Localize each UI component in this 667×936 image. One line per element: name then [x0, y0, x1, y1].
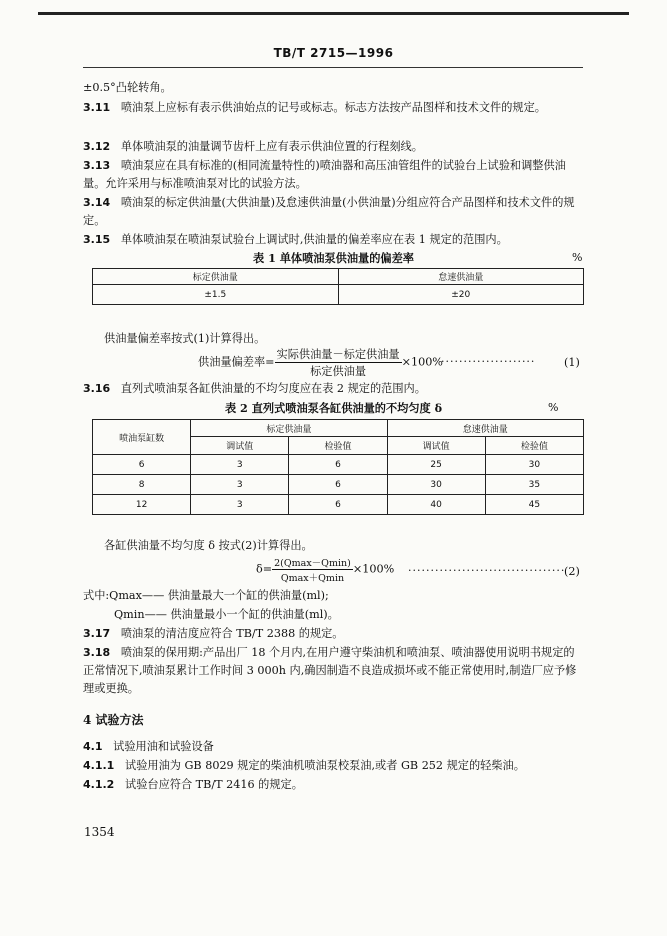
table-cell: 30 — [485, 455, 583, 475]
eq1-numerator: 实际供油量－标定供油量 — [276, 348, 400, 361]
paragraph-angle: ±0.5°凸轮转角。 — [83, 81, 172, 94]
table-cell: 3 — [191, 495, 289, 515]
equation-1 — [198, 346, 443, 379]
eq1-denominator: 标定供油量 — [310, 365, 367, 378]
clause-3-12 — [83, 138, 583, 156]
clause-text: 喷油泵的保用期:产品出厂 18 个月内,在用户遵守柴油机和喷油泵、喷油器使用说明书规定的正常情况下,喷油泵累计工作时间 3 000h 内,确因制造不良造成损坏或不能正常使用时,制造厂应予修理或更换。 — [83, 646, 577, 695]
table-row — [93, 455, 584, 475]
table1-cell-idle: ±20 — [338, 285, 584, 305]
clause-3-18 — [83, 644, 583, 698]
paragraph-eq1-intro: 供油量偏差率按式(1)计算得出。 — [104, 332, 266, 345]
eq2-tail: ×100% — [352, 562, 395, 576]
table-cell: 6 — [289, 455, 387, 475]
clause-3-11 — [83, 99, 583, 117]
clause-number: 3.13 — [83, 159, 111, 172]
symbol-qmin-definition: Qmin—— 供油量最小一个缸的供油量(ml)。 — [114, 608, 339, 621]
eq2-denominator: Qmax＋Qmin — [280, 573, 345, 584]
eq2-numerator: 2(Qmax－Qmin) — [272, 555, 353, 570]
table-row — [93, 475, 584, 495]
table-cell: 6 — [289, 495, 387, 515]
table2 — [92, 419, 584, 515]
clause-3-17 — [83, 625, 583, 643]
standard-code-header: TB/T 2715—1996 — [273, 46, 394, 60]
clause-number: 4.1.1 — [83, 759, 115, 772]
eq2-leader-dots: ··································· — [408, 564, 566, 577]
clause-3-16 — [83, 380, 583, 398]
clause-text: 单体喷油泵的油量调节齿杆上应有表示供油位置的行程刻线。 — [120, 140, 423, 153]
eq1-fraction — [275, 346, 402, 379]
clause-text: 单体喷油泵在喷油泵试验台上调试时,供油量的偏差率应在表 1 规定的范围内。 — [120, 233, 508, 246]
table2-caption: 表 2 直列式喷油泵各缸供油量的不均匀度 δ — [224, 401, 443, 415]
clause-text: 试验用油和试验设备 — [113, 740, 214, 753]
clause-number: 3.14 — [83, 196, 111, 209]
table2-header-cylinders: 喷油泵缸数 — [93, 420, 191, 455]
table1-cell-rated: ±1.5 — [93, 285, 339, 305]
clause-number: 3.18 — [83, 646, 111, 659]
page-number: 1354 — [84, 825, 115, 839]
table-cell: 25 — [387, 455, 485, 475]
table-row — [93, 495, 584, 515]
clause-number: 3.17 — [83, 627, 111, 640]
table1-caption: 表 1 单体喷油泵供油量的偏差率 — [252, 251, 414, 265]
eq1-leader-dots: ····················· — [441, 355, 536, 368]
top-rule — [38, 12, 629, 15]
clause-text: 喷油泵的清洁度应符合 TB/T 2388 的规定。 — [120, 627, 344, 640]
table-cell: 35 — [485, 475, 583, 495]
clause-text: 喷油泵应在具有标准的(相同流量特性的)喷油器和高压油管组件的试验台上试验和调整供油量。允许采用与标准喷油泵对比的试验方法。 — [83, 159, 566, 190]
table-cell: 6 — [93, 455, 191, 475]
table-cell: 30 — [387, 475, 485, 495]
symbol-qmax-definition: 式中:Qmax—— 供油量最大一个缸的供油量(ml); — [83, 589, 329, 602]
clause-4-1 — [83, 738, 583, 756]
clause-number: 3.12 — [83, 140, 111, 153]
paragraph-eq2-intro: 各缸供油量不均匀度 δ 按式(2)计算得出。 — [104, 539, 313, 552]
clause-number: 3.15 — [83, 233, 111, 246]
table-cell: 12 — [93, 495, 191, 515]
table-cell: 8 — [93, 475, 191, 495]
clause-text: 试验台应符合 TB/T 2416 的规定。 — [125, 778, 303, 791]
table2-subheader: 检验值 — [289, 437, 387, 455]
clause-number: 3.11 — [83, 101, 111, 114]
eq2-fraction — [272, 555, 353, 584]
clause-number: 4.1.2 — [83, 778, 115, 791]
clause-3-13 — [83, 157, 583, 193]
clause-text: 直列式喷油泵各缸供油量的不均匀度应在表 2 规定的范围内。 — [120, 382, 426, 395]
header-rule — [83, 67, 583, 68]
table2-header-rated: 标定供油量 — [191, 420, 387, 437]
table1-header-rated: 标定供油量 — [93, 269, 339, 285]
table1-header-idle: 怠速供油量 — [338, 269, 584, 285]
table1-unit: % — [572, 251, 583, 264]
eq2-label: (2) — [564, 565, 580, 578]
eq1-label: (1) — [564, 356, 580, 369]
eq1-lhs: 供油量偏差率= — [198, 355, 275, 369]
clause-number: 3.16 — [83, 382, 111, 395]
section-4-heading: 4 试验方法 — [83, 713, 144, 727]
clause-number: 4.1 — [83, 740, 103, 753]
clause-4-1-1 — [83, 757, 583, 775]
table-cell: 6 — [289, 475, 387, 495]
eq2-lhs: δ= — [256, 562, 273, 576]
table1 — [92, 268, 584, 305]
clause-text: 喷油泵上应标有表示供油始点的记号或标志。标志方法按产品图样和技术文件的规定。 — [120, 101, 546, 114]
clause-4-1-2 — [83, 776, 583, 794]
table-cell: 3 — [191, 475, 289, 495]
clause-3-14 — [83, 194, 583, 230]
table-cell: 45 — [485, 495, 583, 515]
table-cell: 40 — [387, 495, 485, 515]
table2-subheader: 调试值 — [191, 437, 289, 455]
table2-subheader: 调试值 — [387, 437, 485, 455]
equation-2 — [256, 555, 394, 584]
clause-3-15 — [83, 231, 583, 249]
clause-text: 试验用油为 GB 8029 规定的柴油机喷油泵校泵油,或者 GB 252 规定的轻柴油。 — [125, 759, 525, 772]
table2-unit: % — [548, 401, 559, 414]
table2-header-idle: 怠速供油量 — [387, 420, 583, 437]
eq1-tail: ×100% — [401, 355, 443, 369]
table2-subheader: 检验值 — [485, 437, 583, 455]
table-cell: 3 — [191, 455, 289, 475]
clause-text: 喷油泵的标定供油量(大供油量)及怠速供油量(小供油量)分组应符合产品图样和技术文件的规定。 — [83, 196, 575, 227]
